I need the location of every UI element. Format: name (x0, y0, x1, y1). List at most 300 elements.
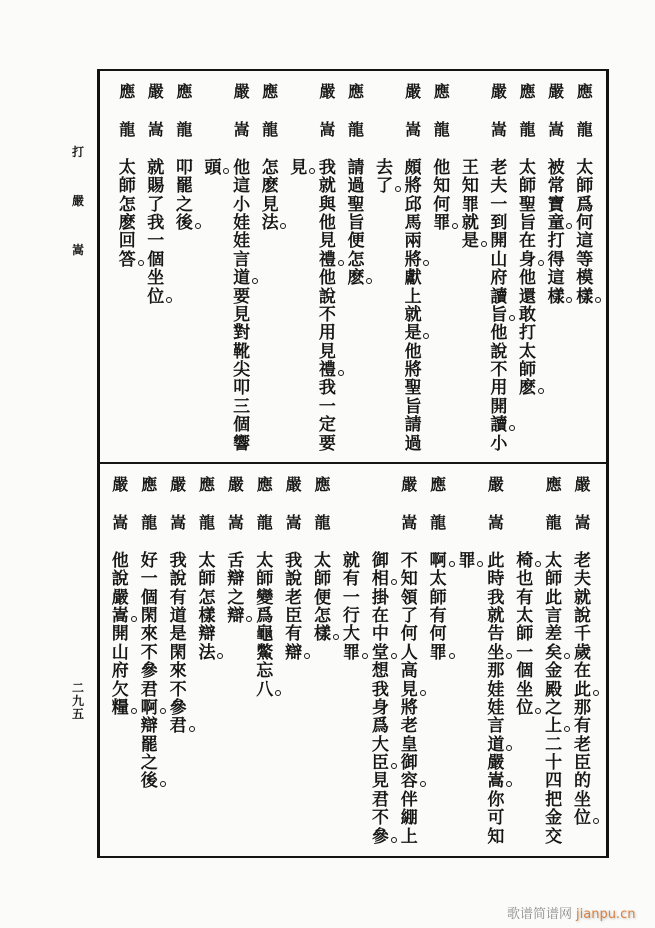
speaker-name (106, 476, 135, 532)
glyph: 嚴 (112, 474, 129, 494)
glyph: 知 (461, 176, 479, 197)
glyph: 身 (371, 697, 389, 718)
glyph: 便 (347, 231, 365, 252)
glyph: 一 (318, 396, 336, 417)
punctuation-circle (452, 223, 458, 229)
glyph: 閑 (169, 642, 187, 663)
glyph: 道 (169, 605, 187, 626)
glyph: 旨 (347, 212, 365, 233)
glyph: 師 (198, 569, 216, 590)
dialogue-text (395, 552, 424, 846)
glyph: 就 (487, 605, 505, 626)
glyph: 嵩 (548, 119, 565, 139)
glyph: 九 (72, 694, 85, 708)
speaker-name (342, 83, 371, 139)
glyph: 法 (256, 214, 285, 232)
glyph: 老 (574, 550, 592, 571)
dialogue-text (570, 159, 599, 306)
glyph: 等 (576, 249, 594, 270)
punctuation-circle (391, 653, 397, 659)
glyph: 打 (72, 145, 85, 159)
glyph: 老 (574, 734, 592, 755)
glyph: 應 (262, 81, 279, 101)
glyph: 有 (574, 716, 592, 737)
glyph: 怎 (118, 194, 136, 215)
speaker-name (539, 476, 568, 532)
dialogue-column (395, 463, 424, 855)
glyph: 嵩 (112, 512, 129, 532)
glyph: 領 (400, 587, 418, 608)
dialogue-column (542, 70, 571, 462)
glyph: 不 (490, 360, 508, 381)
glyph: 應 (176, 81, 193, 101)
glyph: 模 (576, 268, 594, 289)
glyph: 之 (545, 697, 563, 718)
glyph: 有 (285, 624, 303, 645)
glyph: 啊 (135, 699, 164, 717)
glyph: 嵩 (233, 119, 250, 139)
dialogue-column (427, 70, 456, 462)
glyph: 糧 (106, 699, 135, 717)
glyph: 小 (490, 433, 508, 454)
glyph: 應 (576, 81, 593, 101)
glyph: 後 (170, 214, 199, 232)
glyph: 想 (371, 661, 389, 682)
glyph: 一 (147, 231, 165, 252)
glyph: 位 (568, 809, 597, 827)
glyph: 太 (576, 157, 594, 178)
glyph: 說 (318, 286, 336, 307)
punctuation-circle (535, 561, 541, 567)
glyph: 樣 (308, 625, 337, 643)
glyph: 有 (516, 587, 534, 608)
dialogue-column (456, 70, 485, 462)
glyph: 開 (490, 231, 508, 252)
glyph: 娃 (233, 212, 251, 233)
glyph: 爲 (256, 605, 274, 626)
glyph: 高 (400, 661, 418, 682)
glyph: 要 (233, 286, 251, 307)
glyph: 師 (519, 176, 537, 197)
dialogue-column (485, 70, 514, 462)
watermark-domain: jianpu.cn (576, 907, 636, 922)
punctuation-circle (593, 690, 599, 696)
glyph: 罪 (461, 194, 479, 215)
glyph: 臣 (285, 605, 303, 626)
glyph: 臣 (366, 754, 395, 772)
dialogue-text (250, 552, 279, 699)
glyph: 嚴 (487, 753, 505, 774)
punctuation-circle (449, 561, 455, 567)
glyph: 金 (545, 808, 563, 829)
dialogue-text (337, 552, 366, 662)
glyph: 啊 (424, 552, 453, 570)
glyph: 御 (400, 753, 418, 774)
glyph: 娃 (487, 679, 505, 700)
glyph: 應 (119, 81, 136, 101)
glyph: 叩 (233, 378, 251, 399)
dialogue-text (513, 159, 542, 398)
punctuation-circle (304, 653, 310, 659)
glyph: 不 (318, 304, 336, 325)
glyph: 矣 (539, 644, 568, 662)
glyph: 就 (342, 550, 360, 571)
glyph: 見 (318, 231, 336, 252)
glyph: 師 (118, 176, 136, 197)
glyph: 打 (519, 323, 537, 344)
punctuation-circle (564, 653, 570, 659)
glyph: 麽 (513, 379, 542, 397)
glyph: 欠 (111, 679, 129, 700)
glyph: 在 (371, 605, 389, 626)
glyph: 開 (111, 624, 129, 645)
dialogue-column (164, 463, 193, 855)
glyph: 與 (318, 194, 336, 215)
dialogue-text (453, 552, 482, 570)
glyph: 獻 (404, 268, 422, 289)
dialogue-column (135, 463, 164, 855)
glyph: 說 (285, 569, 303, 590)
glyph: 應 (256, 474, 273, 494)
speaker-name (221, 476, 250, 532)
dialogue-text (313, 159, 342, 453)
glyph: 見 (395, 681, 424, 699)
glyph: 龍 (433, 119, 450, 139)
glyph: 何 (400, 624, 418, 645)
glyph: 聖 (519, 194, 537, 215)
glyph: 怎 (261, 157, 279, 178)
speaker-name (399, 83, 428, 139)
dialogue-text (308, 552, 337, 644)
glyph: 交 (545, 826, 563, 847)
speaker-name (227, 83, 256, 139)
glyph: 龍 (519, 119, 536, 139)
glyph: 罪 (453, 552, 482, 570)
glyph: 賜 (147, 176, 165, 197)
glyph: 我 (147, 212, 165, 233)
glyph: 請 (404, 415, 422, 436)
glyph: 他 (519, 268, 537, 289)
glyph: 說 (574, 605, 592, 626)
glyph: 龍 (314, 512, 331, 532)
glyph: 君 (371, 789, 389, 810)
glyph: 個 (140, 587, 158, 608)
glyph: 樣 (570, 288, 599, 306)
glyph: 答 (113, 251, 142, 269)
glyph: 用 (490, 378, 508, 399)
glyph: 就 (574, 587, 592, 608)
site-watermark (507, 903, 635, 922)
glyph: 嵩 (487, 512, 504, 532)
punctuation-circle (391, 763, 397, 769)
glyph: 後 (135, 772, 164, 790)
glyph: 千 (574, 624, 592, 645)
punctuation-circle (362, 653, 368, 659)
glyph: 應 (141, 474, 158, 494)
glyph: 嵩 (401, 512, 418, 532)
glyph: 這 (576, 231, 594, 252)
glyph: 旨 (519, 212, 537, 233)
glyph: 坐 (147, 268, 165, 289)
glyph: 了 (400, 605, 418, 626)
punctuation-circle (252, 278, 258, 284)
dialogue-column (308, 463, 337, 855)
dialogue-column (424, 463, 453, 855)
glyph: 我 (318, 157, 336, 178)
glyph: 相 (366, 570, 395, 588)
glyph: 法 (193, 644, 222, 662)
speaker-name (427, 83, 456, 139)
glyph: 山 (111, 642, 129, 663)
dialogue-column (370, 70, 399, 462)
glyph: 旨 (485, 306, 514, 324)
dialogue-text (539, 552, 568, 846)
glyph: 來 (169, 661, 187, 682)
glyph: 應 (347, 81, 364, 101)
glyph: 太 (198, 550, 216, 571)
dialogue-text (199, 159, 228, 177)
dialogue-text (424, 552, 453, 662)
glyph: 身 (513, 251, 542, 269)
glyph: 那 (487, 661, 505, 682)
glyph: 上 (404, 286, 422, 307)
glyph: 應 (198, 474, 215, 494)
dialogue-text (342, 159, 371, 288)
glyph: 太 (256, 550, 274, 571)
glyph: 太 (545, 550, 563, 571)
glyph: 嚴 (574, 474, 591, 494)
glyph: 中 (371, 624, 389, 645)
speaker-name (250, 476, 279, 532)
glyph: 說 (169, 569, 187, 590)
glyph: 那 (574, 697, 592, 718)
glyph: 將 (399, 251, 428, 269)
glyph: 言 (233, 249, 251, 270)
glyph: 要 (318, 433, 336, 454)
glyph: 嚴 (227, 474, 244, 494)
glyph: 參 (169, 697, 187, 718)
glyph: 太 (314, 550, 332, 571)
glyph: 是 (399, 324, 428, 342)
glyph: 鱉 (256, 642, 274, 663)
glyph: 童 (542, 214, 571, 232)
glyph: 殿 (545, 679, 563, 700)
glyph: 何 (433, 194, 451, 215)
dialogue-column (199, 70, 228, 462)
glyph: 夫 (574, 569, 592, 590)
glyph: 差 (545, 624, 563, 645)
punctuation-circle (338, 260, 344, 266)
glyph: 就 (461, 212, 479, 233)
glyph: 我 (318, 378, 336, 399)
punctuation-circle (420, 690, 426, 696)
speaker-name (135, 476, 164, 532)
dialogue-column (337, 463, 366, 855)
speaker-name (513, 83, 542, 139)
glyph: 龍 (256, 512, 273, 532)
glyph: 旨 (404, 396, 422, 417)
glyph: 夫 (490, 176, 508, 197)
glyph: 尖 (233, 360, 251, 381)
dialogue-column (142, 70, 171, 462)
glyph: 大 (371, 734, 389, 755)
glyph: 之 (140, 753, 158, 774)
upper-dialogue-block (113, 70, 599, 462)
speaker-name (568, 476, 597, 532)
glyph: 請 (347, 157, 365, 178)
dialogue-column (570, 70, 599, 462)
glyph: 就 (147, 157, 165, 178)
glyph: 太 (429, 569, 447, 590)
dialogue-column (366, 463, 395, 855)
glyph: 臣 (574, 753, 592, 774)
dialogue-column (170, 70, 199, 462)
glyph: 皇 (400, 734, 418, 755)
glyph: 禮 (313, 251, 342, 269)
glyph: 忘 (256, 661, 274, 682)
glyph: 君 (164, 717, 193, 735)
glyph: 綳 (400, 808, 418, 829)
glyph: 嵩 (170, 512, 187, 532)
glyph: 龍 (141, 512, 158, 532)
glyph: 有 (429, 605, 447, 626)
glyph: 此 (545, 587, 563, 608)
glyph: 君 (140, 679, 158, 700)
glyph: 龍 (198, 512, 215, 532)
glyph: 師 (429, 587, 447, 608)
glyph: 見 (318, 341, 336, 362)
dialogue-text (427, 159, 456, 233)
glyph: 知 (433, 176, 451, 197)
glyph: 罪 (427, 214, 456, 232)
dialogue-column (399, 70, 428, 462)
glyph: 辯 (221, 607, 250, 625)
glyph: 師 (545, 569, 563, 590)
glyph: 便 (314, 587, 332, 608)
glyph: 麽 (261, 176, 279, 197)
glyph: 嚴 (319, 81, 336, 101)
glyph: 老 (490, 157, 508, 178)
glyph: 他 (318, 268, 336, 289)
glyph: 被 (547, 157, 565, 178)
glyph: 師 (256, 569, 274, 590)
glyph: 將 (404, 176, 422, 197)
glyph: 將 (404, 360, 422, 381)
glyph: 何 (576, 212, 594, 233)
glyph: 師 (314, 569, 332, 590)
dialogue-text (193, 552, 222, 662)
glyph: 龍 (176, 119, 193, 139)
glyph: 這 (547, 268, 565, 289)
glyph: 我 (169, 550, 187, 571)
glyph: 得 (547, 249, 565, 270)
glyph: 伴 (400, 789, 418, 810)
dialogue-text (279, 552, 308, 662)
dialogue-column (342, 70, 371, 462)
glyph: 龍 (576, 119, 593, 139)
glyph: 之 (227, 587, 245, 608)
glyph: 頭 (199, 159, 228, 177)
punctuation-circle (131, 708, 137, 714)
dialogue-column (513, 70, 542, 462)
glyph: 馬 (404, 212, 422, 233)
glyph: 行 (342, 605, 360, 626)
speaker-name (570, 83, 599, 139)
glyph: 椅 (510, 552, 539, 570)
dialogue-column (250, 463, 279, 855)
dialogue-column (539, 463, 568, 855)
glyph: 道 (227, 269, 256, 287)
glyph: 參 (140, 661, 158, 682)
glyph: 一 (516, 642, 534, 663)
glyph: 聖 (404, 378, 422, 399)
dialogue-column (227, 70, 256, 462)
glyph: 他 (490, 323, 508, 344)
glyph: 罷 (140, 734, 158, 755)
glyph: 山 (490, 249, 508, 270)
glyph: 上 (400, 826, 418, 847)
glyph: 個 (516, 661, 534, 682)
glyph: 怎 (314, 605, 332, 626)
glyph: 十 (545, 753, 563, 774)
glyph: 位 (142, 288, 171, 306)
glyph: 言 (487, 716, 505, 737)
glyph: 他 (233, 157, 251, 178)
glyph: 龍 (545, 512, 562, 532)
dialogue-text (510, 552, 539, 718)
dialogue-column (453, 463, 482, 855)
glyph: 此 (487, 550, 505, 571)
glyph: 嵩 (490, 119, 507, 139)
glyph: 八 (250, 681, 279, 699)
glyph: 定 (318, 415, 336, 436)
glyph: 之 (175, 194, 193, 215)
punctuation-circle (131, 616, 137, 622)
glyph: 言 (545, 605, 563, 626)
glyph: 一 (490, 194, 508, 215)
dialogue-text (399, 159, 428, 453)
speaker-name (142, 83, 171, 139)
glyph: 變 (256, 587, 274, 608)
glyph: 舌 (227, 550, 245, 571)
punctuation-circle (538, 260, 544, 266)
glyph: 把 (545, 789, 563, 810)
glyph: 他 (318, 212, 336, 233)
dialogue-text (284, 159, 313, 177)
glyph: 一 (342, 587, 360, 608)
dialogue-text (170, 159, 199, 233)
dialogue-text (370, 159, 399, 196)
glyph: 太 (519, 341, 537, 362)
speaker-name (481, 476, 510, 532)
running-title (72, 146, 84, 293)
glyph: 讀 (485, 416, 514, 434)
glyph: 他 (111, 550, 129, 571)
glyph: 應 (430, 474, 447, 494)
glyph: 太 (519, 157, 537, 178)
punctuation-circle (275, 690, 281, 696)
dialogue-column (481, 463, 510, 855)
glyph: 辯 (198, 624, 216, 645)
glyph: 你 (487, 789, 505, 810)
glyph: 怎 (198, 587, 216, 608)
glyph: 太 (118, 157, 136, 178)
dialogue-column (113, 70, 142, 462)
glyph: 的 (574, 771, 592, 792)
glyph: 個 (147, 249, 165, 270)
glyph: 麽 (118, 212, 136, 233)
glyph: 老 (285, 587, 303, 608)
